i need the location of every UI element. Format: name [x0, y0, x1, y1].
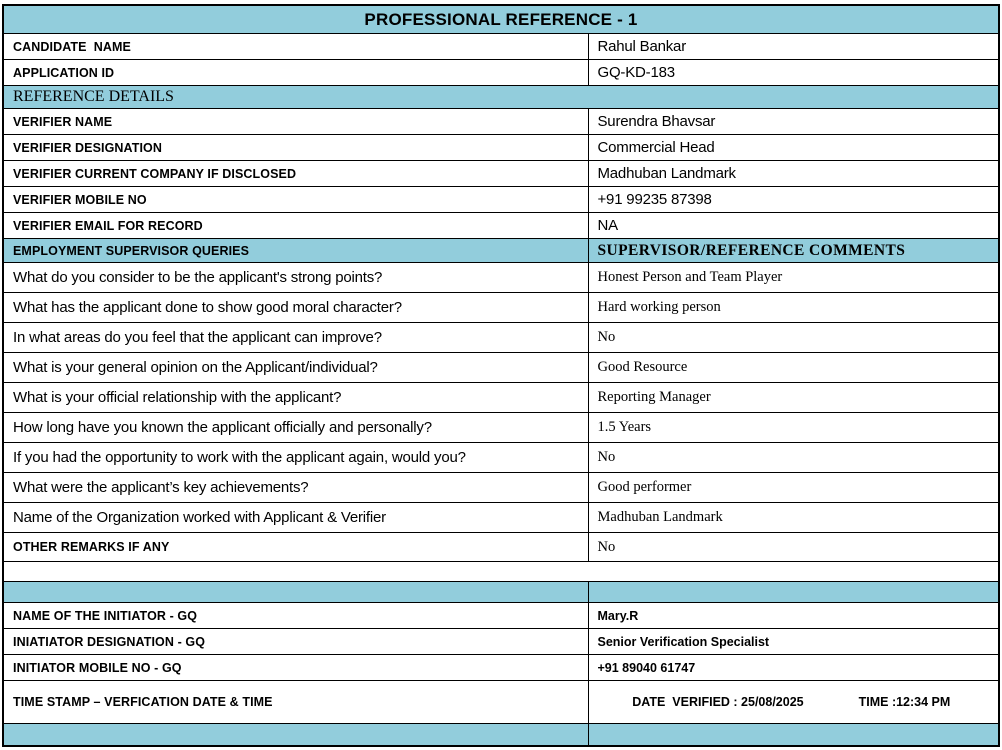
query-row [3, 353, 999, 383]
verifier-name-label: VERIFIER NAME [3, 109, 588, 135]
query-answer: Madhuban Landmark [588, 503, 999, 533]
other-remarks-value: No [588, 533, 999, 562]
query-row [3, 443, 999, 473]
initiator-designation-label: INIATIATOR DESIGNATION - GQ [3, 629, 588, 655]
page-title: PROFESSIONAL REFERENCE - 1 [3, 5, 999, 34]
row-initiator-designation [3, 629, 999, 655]
timestamp-time: TIME :12:34 PM [858, 695, 951, 709]
row-reference-details-header [3, 86, 999, 109]
initiator-mobile-value: +91 89040 61747 [588, 655, 999, 681]
query-row [3, 473, 999, 503]
verifier-designation-value: Commercial Head [588, 135, 999, 161]
queries-header-left: EMPLOYMENT SUPERVISOR QUERIES [3, 239, 588, 263]
timestamp-value [588, 681, 999, 724]
verifier-company-label: VERIFIER CURRENT COMPANY IF DISCLOSED [3, 161, 588, 187]
row-verifier-email [3, 213, 999, 239]
query-answer: Honest Person and Team Player [588, 263, 999, 293]
row-timestamp [3, 681, 999, 724]
application-id-label: APPLICATION ID [3, 60, 588, 86]
row-initiator-name [3, 603, 999, 629]
row-initiator-mobile [3, 655, 999, 681]
query-question: What is your official relationship with the applicant? [3, 383, 588, 413]
row-verifier-designation [3, 135, 999, 161]
row-verifier-mobile [3, 187, 999, 213]
query-row [3, 263, 999, 293]
query-answer: 1.5 Years [588, 413, 999, 443]
blue-bottom-row [3, 724, 999, 747]
timestamp-label: TIME STAMP – VERFICATION DATE & TIME [3, 681, 588, 724]
query-answer: Good Resource [588, 353, 999, 383]
application-id-value: GQ-KD-183 [588, 60, 999, 86]
initiator-designation-value: Senior Verification Specialist [588, 629, 999, 655]
queries-header-right: SUPERVISOR/REFERENCE COMMENTS [588, 239, 999, 263]
blue-bottom-left [3, 724, 588, 747]
query-answer: No [588, 323, 999, 353]
other-remarks-label: OTHER REMARKS IF ANY [3, 533, 588, 562]
row-other-remarks [3, 533, 999, 562]
initiator-name-label: NAME OF THE INITIATOR - GQ [3, 603, 588, 629]
verifier-company-value: Madhuban Landmark [588, 161, 999, 187]
blue-bottom-right [588, 724, 999, 747]
query-question: Name of the Organization worked with Applicant & Verifier [3, 503, 588, 533]
query-question: What has the applicant done to show good moral character? [3, 293, 588, 323]
query-answer: Reporting Manager [588, 383, 999, 413]
verifier-mobile-label: VERIFIER MOBILE NO [3, 187, 588, 213]
reference-details-heading: REFERENCE DETAILS [3, 86, 999, 109]
query-question: What do you consider to be the applicant's strong points? [3, 263, 588, 293]
candidate-name-label: CANDIDATE NAME [3, 34, 588, 60]
spacer-row [3, 562, 999, 582]
query-row [3, 383, 999, 413]
title-row [3, 5, 999, 34]
initiator-mobile-label: INITIATOR MOBILE NO - GQ [3, 655, 588, 681]
query-row [3, 293, 999, 323]
initiator-name-value: Mary.R [588, 603, 999, 629]
blue-separator-left [3, 582, 588, 603]
professional-reference-table [2, 4, 1000, 747]
verifier-email-label: VERIFIER EMAIL FOR RECORD [3, 213, 588, 239]
query-answer: No [588, 443, 999, 473]
verifier-designation-label: VERIFIER DESIGNATION [3, 135, 588, 161]
query-question: What is your general opinion on the Applicant/individual? [3, 353, 588, 383]
row-verifier-company [3, 161, 999, 187]
query-question: In what areas do you feel that the applicant can improve? [3, 323, 588, 353]
spacer-cell [3, 562, 999, 582]
query-row [3, 413, 999, 443]
candidate-name-value: Rahul Bankar [588, 34, 999, 60]
timestamp-date: DATE VERIFIED : 25/08/2025 [632, 695, 804, 709]
blue-separator-right [588, 582, 999, 603]
verifier-mobile-value: +91 99235 87398 [588, 187, 999, 213]
query-row [3, 503, 999, 533]
row-queries-header [3, 239, 999, 263]
row-candidate-name [3, 34, 999, 60]
query-row [3, 323, 999, 353]
row-application-id [3, 60, 999, 86]
query-question: If you had the opportunity to work with the applicant again, would you? [3, 443, 588, 473]
row-verifier-name [3, 109, 999, 135]
query-question: How long have you known the applicant officially and personally? [3, 413, 588, 443]
verifier-email-value: NA [588, 213, 999, 239]
query-answer: Good performer [588, 473, 999, 503]
blue-separator-row [3, 582, 999, 603]
verifier-name-value: Surendra Bhavsar [588, 109, 999, 135]
query-answer: Hard working person [588, 293, 999, 323]
query-question: What were the applicant’s key achievements? [3, 473, 588, 503]
